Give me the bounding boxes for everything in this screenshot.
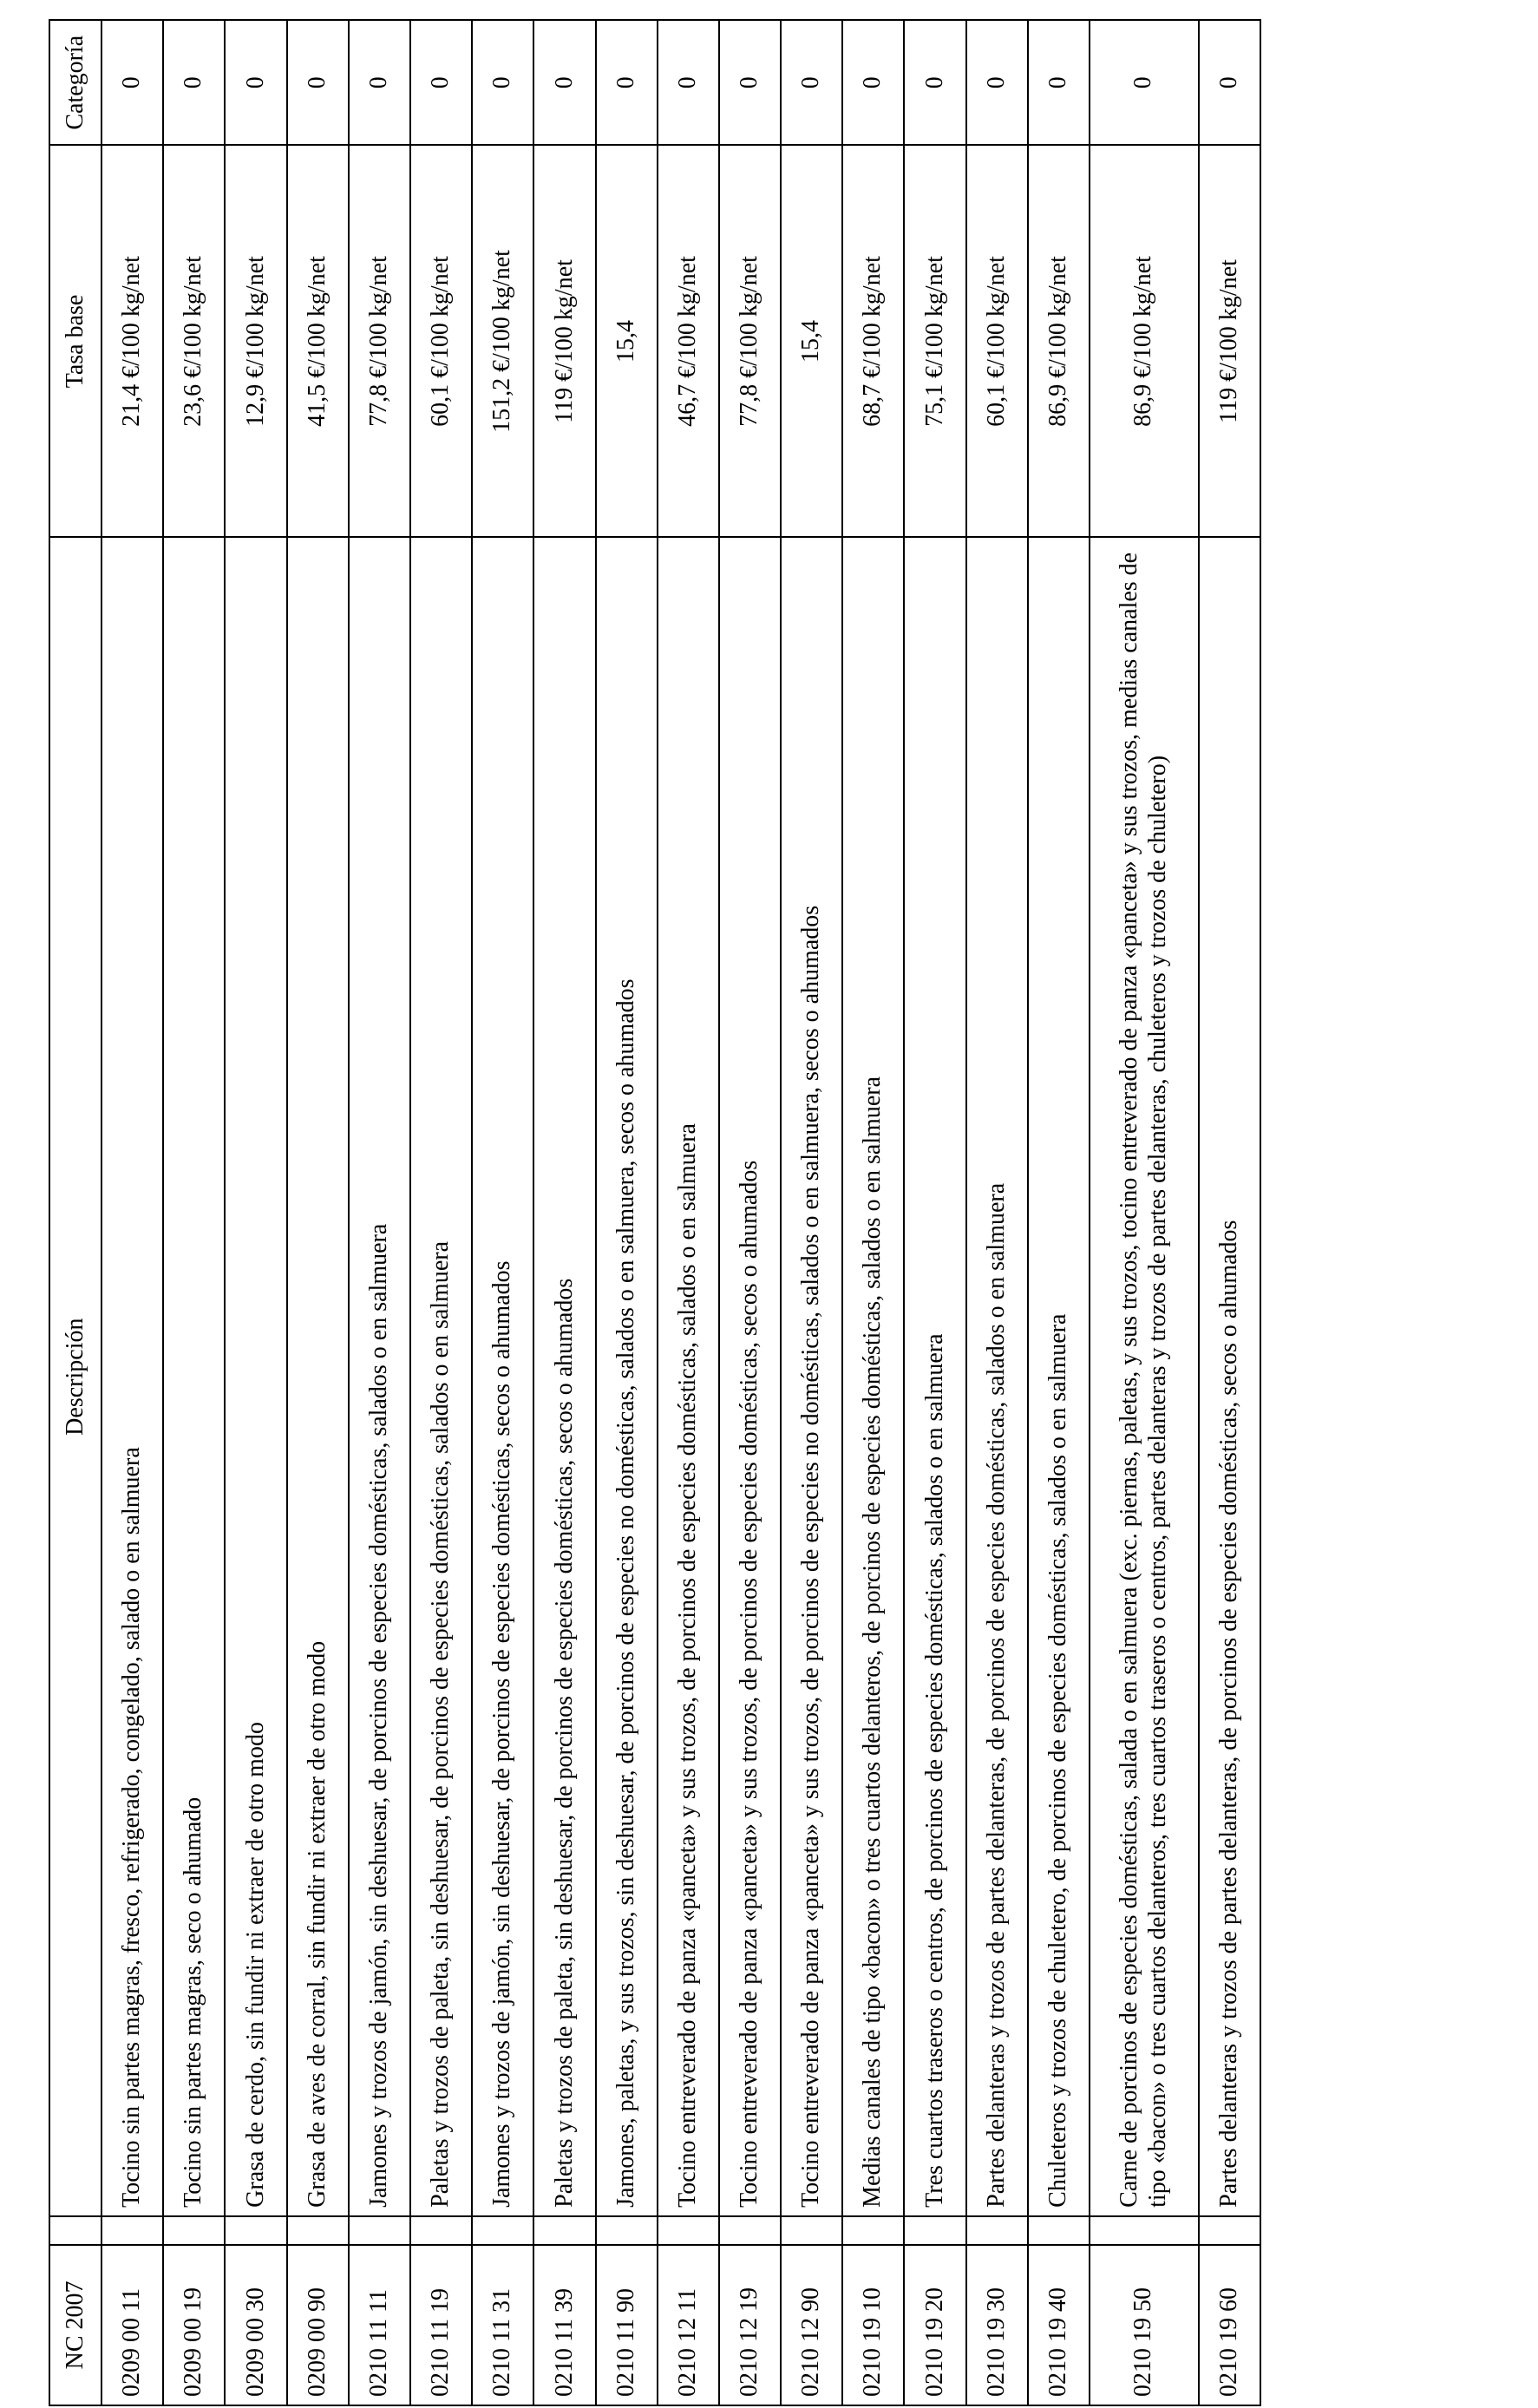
base-rate-cell: 41,5 €/100 kg/net (287, 145, 349, 537)
spacer-cell (842, 2216, 904, 2245)
description-cell: Jamones y trozos de jamón, sin deshuesar, de porcinos de especies domésticas, secos o ahumados (472, 537, 533, 2215)
category-cell: 0 (101, 20, 163, 145)
spacer-cell (596, 2216, 658, 2245)
category-cell: 0 (719, 20, 781, 145)
base-rate-cell: 119 €/100 kg/net (1199, 145, 1260, 537)
spacer-cell (966, 2216, 1028, 2245)
table-row (658, 20, 719, 2405)
table-body (101, 20, 1260, 2405)
table-row (533, 20, 595, 2405)
category-cell: 0 (410, 20, 472, 145)
table-row (472, 20, 533, 2405)
base-rate-cell: 75,1 €/100 kg/net (904, 145, 965, 537)
category-cell: 0 (472, 20, 533, 145)
spacer-cell (410, 2216, 472, 2245)
base-rate-cell: 68,7 €/100 kg/net (842, 145, 904, 537)
spacer-cell (349, 2216, 410, 2245)
description-cell: Partes delanteras y trozos de partes delanteras, de porcinos de especies domésticas, salados o en salmuera (966, 537, 1028, 2215)
table-row (287, 20, 349, 2405)
description-cell: Chuleteros y trozos de chuletero, de porcinos de especies domésticas, salados o en salmuera (1028, 537, 1090, 2215)
category-cell: 0 (658, 20, 719, 145)
table-row (596, 20, 658, 2405)
header-category: Categoría (49, 20, 101, 145)
nc-code-cell: 0209 00 19 (163, 2245, 225, 2405)
spacer-cell (781, 2216, 842, 2245)
description-cell: Medias canales de tipo «bacon» o tres cuartos delanteros, de porcinos de especies domésticas, salados o en salmuera (842, 537, 904, 2215)
spacer-cell (1090, 2216, 1199, 2245)
base-rate-cell: 77,8 €/100 kg/net (349, 145, 410, 537)
spacer-cell (658, 2216, 719, 2245)
table-row (1090, 20, 1199, 2405)
description-cell: Partes delanteras y trozos de partes delanteras, de porcinos de especies domésticas, secos o ahumados (1199, 537, 1260, 2215)
spacer-cell (225, 2216, 286, 2245)
base-rate-cell: 12,9 €/100 kg/net (225, 145, 286, 537)
nc-code-cell: 0210 19 60 (1199, 2245, 1260, 2405)
category-cell: 0 (904, 20, 965, 145)
nc-code-cell: 0210 11 19 (410, 2245, 472, 2405)
nc-code-cell: 0210 12 19 (719, 2245, 781, 2405)
base-rate-cell: 15,4 (596, 145, 658, 537)
base-rate-cell: 86,9 €/100 kg/net (1090, 145, 1199, 537)
base-rate-cell: 60,1 €/100 kg/net (410, 145, 472, 537)
base-rate-cell: 77,8 €/100 kg/net (719, 145, 781, 537)
description-cell: Paletas y trozos de paleta, sin deshuesar, de porcinos de especies domésticas, secos o ahumados (533, 537, 595, 2215)
spacer-cell (472, 2216, 533, 2245)
header-base-rate: Tasa base (49, 145, 101, 537)
category-cell: 0 (596, 20, 658, 145)
base-rate-cell: 21,4 €/100 kg/net (101, 145, 163, 537)
header-nc-2007: NC 2007 (49, 2245, 101, 2405)
spacer-cell (1028, 2216, 1090, 2245)
category-cell: 0 (1090, 20, 1199, 145)
nc-code-cell: 0210 12 90 (781, 2245, 842, 2405)
table-row (781, 20, 842, 2405)
spacer-cell (101, 2216, 163, 2245)
category-cell: 0 (1028, 20, 1090, 145)
tariff-table-frame (49, 19, 1261, 2406)
header-description: Descripción (49, 537, 101, 2215)
description-cell: Tocino sin partes magras, fresco, refrigerado, congelado, salado o en salmuera (101, 537, 163, 2215)
description-cell: Tocino entreverado de panza «panceta» y sus trozos, de porcinos de especies domésticas, salados o en salmuera (658, 537, 719, 2215)
nc-code-cell: 0210 19 10 (842, 2245, 904, 2405)
table-row (719, 20, 781, 2405)
table-row (1199, 20, 1260, 2405)
base-rate-cell: 151,2 €/100 kg/net (472, 145, 533, 537)
table-row (101, 20, 163, 2405)
nc-code-cell: 0209 00 90 (287, 2245, 349, 2405)
spacer-cell (719, 2216, 781, 2245)
nc-code-cell: 0210 11 90 (596, 2245, 658, 2405)
nc-code-cell: 0210 11 31 (472, 2245, 533, 2405)
table-row (225, 20, 286, 2405)
description-cell: Paletas y trozos de paleta, sin deshuesar, de porcinos de especies domésticas, salados o en salmuera (410, 537, 472, 2215)
table-row (349, 20, 410, 2405)
nc-code-cell: 0210 11 39 (533, 2245, 595, 2405)
description-cell: Grasa de aves de corral, sin fundir ni extraer de otro modo (287, 537, 349, 2215)
nc-code-cell: 0210 19 40 (1028, 2245, 1090, 2405)
base-rate-cell: 15,4 (781, 145, 842, 537)
category-cell: 0 (163, 20, 225, 145)
nc-code-cell: 0210 19 50 (1090, 2245, 1199, 2405)
description-cell: Tocino entreverado de panza «panceta» y sus trozos, de porcinos de especies domésticas, secos o ahumados (719, 537, 781, 2215)
description-cell: Jamones y trozos de jamón, sin deshuesar, de porcinos de especies domésticas, salados o en salmuera (349, 537, 410, 2215)
table-row (163, 20, 225, 2405)
nc-code-cell: 0209 00 30 (225, 2245, 286, 2405)
base-rate-cell: 86,9 €/100 kg/net (1028, 145, 1090, 537)
nc-code-cell: 0210 19 20 (904, 2245, 965, 2405)
nc-code-cell: 0210 12 11 (658, 2245, 719, 2405)
tariff-table (49, 19, 1261, 2406)
base-rate-cell: 46,7 €/100 kg/net (658, 145, 719, 537)
description-cell: Grasa de cerdo, sin fundir ni extraer de otro modo (225, 537, 286, 2215)
table-row (904, 20, 965, 2405)
category-cell: 0 (287, 20, 349, 145)
header-spacer (49, 2216, 101, 2245)
category-cell: 0 (1199, 20, 1260, 145)
table-header-row (49, 20, 101, 2405)
spacer-cell (533, 2216, 595, 2245)
category-cell: 0 (349, 20, 410, 145)
base-rate-cell: 60,1 €/100 kg/net (966, 145, 1028, 537)
spacer-cell (904, 2216, 965, 2245)
description-cell: Tres cuartos traseros o centros, de porcinos de especies domésticas, salados o en salmuera (904, 537, 965, 2215)
description-cell: Tocino entreverado de panza «panceta» y sus trozos, de porcinos de especies no domésticas, salados o en salmuera, secos o ahumados (781, 537, 842, 2215)
description-cell: Tocino sin partes magras, seco o ahumado (163, 537, 225, 2215)
description-cell: Carne de porcinos de especies domésticas, salada o en salmuera (exc. piernas, paletas, y sus trozos, tocino entreverado de panza «panceta» y sus trozos, medias canales de tipo «bacon» o tres cuartos delanteros, tres cuartos traseros o centros, partes delanteras y trozos de partes delanteras, chuleteros y trozos de chuletero) (1090, 537, 1199, 2215)
spacer-cell (287, 2216, 349, 2245)
nc-code-cell: 0210 11 11 (349, 2245, 410, 2405)
table-row (842, 20, 904, 2405)
nc-code-cell: 0209 00 11 (101, 2245, 163, 2405)
spacer-cell (1199, 2216, 1260, 2245)
table-row (410, 20, 472, 2405)
base-rate-cell: 23,6 €/100 kg/net (163, 145, 225, 537)
category-cell: 0 (225, 20, 286, 145)
nc-code-cell: 0210 19 30 (966, 2245, 1028, 2405)
description-cell: Jamones, paletas, y sus trozos, sin deshuesar, de porcinos de especies no domésticas, salados o en salmuera, secos o ahumados (596, 537, 658, 2215)
category-cell: 0 (966, 20, 1028, 145)
category-cell: 0 (533, 20, 595, 145)
spacer-cell (163, 2216, 225, 2245)
category-cell: 0 (781, 20, 842, 145)
table-row (966, 20, 1028, 2405)
category-cell: 0 (842, 20, 904, 145)
base-rate-cell: 119 €/100 kg/net (533, 145, 595, 537)
table-row (1028, 20, 1090, 2405)
